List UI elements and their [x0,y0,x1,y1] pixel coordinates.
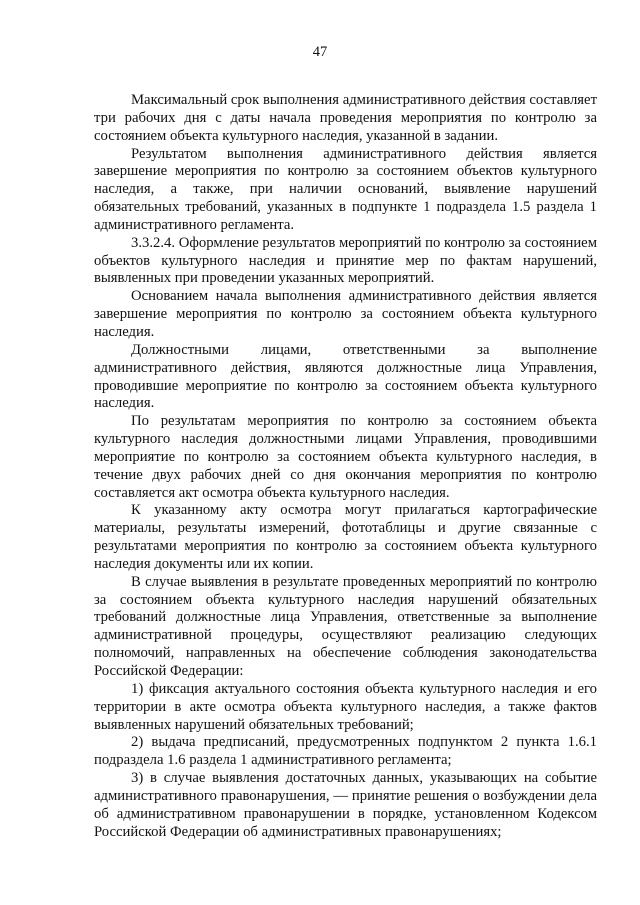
page-number: 47 [312,44,328,60]
paragraph: По результатам мероприятия по контролю за состоянием объекта культурного наследия должностными лицами Управления, проводившими мероприятие по контролю за состоянием объекта культурного наследия, в течение двух рабочих дней со дня окончания мероприятия по контролю составляется акт осмотра объекта культурного наследия. [94,413,597,501]
list-item: 2) выдача предписаний, предусмотренных подпунктом 2 пункта 1.6.1 подраздела 1.6 раздела 1 административного регламента; [94,734,597,769]
section-heading-paragraph: 3.3.2.4. Оформление результатов мероприятий по контролю за состоянием объектов культурного наследия и принятие мер по фактам нарушений, выявленных при проведении указанных мероприятий. [94,234,597,287]
paragraph: Должностными лицами, ответственными за выполнение административного действия, являются должностные лица Управления, проводившие мероприятие по контролю за состоянием объекта культурного наследия. [94,341,597,412]
list-item: 1) фиксация актуального состояния объекта культурного наследия и его территории в акте осмотра объекта культурного наследия, а также фактов выявленных нарушений обязательных требований; [94,680,597,733]
paragraph: Основанием начала выполнения административного действия является завершение мероприятия по контролю за состоянием объекта культурного наследия. [94,288,597,340]
document-body [94,92,597,841]
paragraph: Максимальный срок выполнения административного действия составляет три рабочих дня с даты начала проведения мероприятия по контролю за состоянием объекта культурного наследия, указанной в задании. [94,92,597,144]
paragraph: К указанному акту осмотра могут прилагаться картографические материалы, результаты измерений, фототаблицы и другие связанные с результатами мероприятия по контролю за состоянием объекта культурного наследия документы или их копии. [94,502,597,572]
list-item: 3) в случае выявления достаточных данных, указывающих на событие административного правонарушения, — принятие решения о возбуждении дела об административном правонарушении в порядке, установленном Кодексом Российской Федерации об административных правонарушениях; [94,770,597,840]
paragraph: В случае выявления в результате проведенных мероприятий по контролю за состоянием объекта культурного наследия нарушений обязательных требований должностные лица Управления, ответственные за выполнение административной процедуры, осуществляют реализацию следующих полномочий, направленных на обеспечение соблюдения законодательства Российской Федерации: [94,573,597,679]
paragraph: Результатом выполнения административного действия является завершение мероприятия по контролю за состоянием объектов культурного наследия, а также, при наличии оснований, выявление нарушений обязательных требований, указанных в подпункте 1 подраздела 1.5 раздела 1 административного регламента. [94,145,597,233]
